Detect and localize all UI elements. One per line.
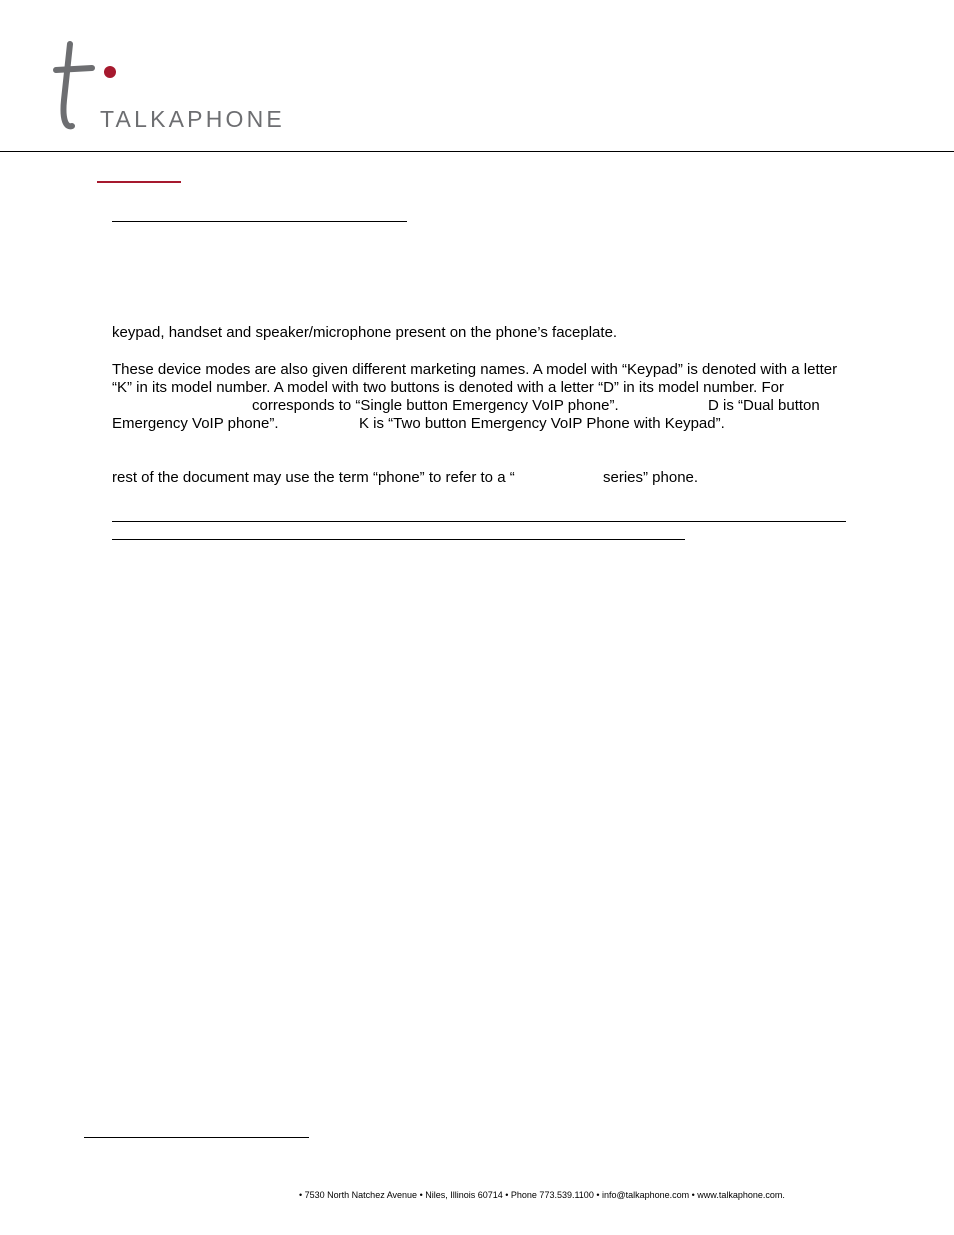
body-line: These device modes are also given different marketing names. A model with “Keypad” is denoted with a letter (112, 361, 838, 378)
section-accent-rule (97, 181, 181, 183)
underline-rule (112, 539, 685, 540)
brand-name: TALKAPHONE (100, 106, 285, 132)
body-line: keypad, handset and speaker/microphone present on the phone’s faceplate. (112, 324, 618, 341)
body-line: series” phone. (603, 469, 699, 486)
footer-address: • 7530 North Natchez Avenue • Niles, Illinois 60714 • Phone 773.539.1100 • info@talkaphone.com • www.talkaphone.com. (299, 1190, 785, 1200)
body-line: K is “Two button Emergency VoIP Phone with Keypad”. (359, 415, 725, 432)
body-line: “K” in its model number. A model with two buttons is denoted with a letter “D” in its model number. For (112, 379, 784, 396)
footnote-divider (84, 1137, 309, 1138)
underline-rule (112, 521, 846, 522)
header-divider (0, 151, 954, 152)
body-line: D is “Dual button (708, 397, 820, 414)
body-line: rest of the document may use the term “phone” to refer to a “ (112, 469, 515, 486)
heading-underline (112, 221, 407, 222)
body-line: Emergency VoIP phone”. (112, 415, 279, 432)
body-line: corresponds to “Single button Emergency VoIP phone”. (252, 397, 619, 414)
